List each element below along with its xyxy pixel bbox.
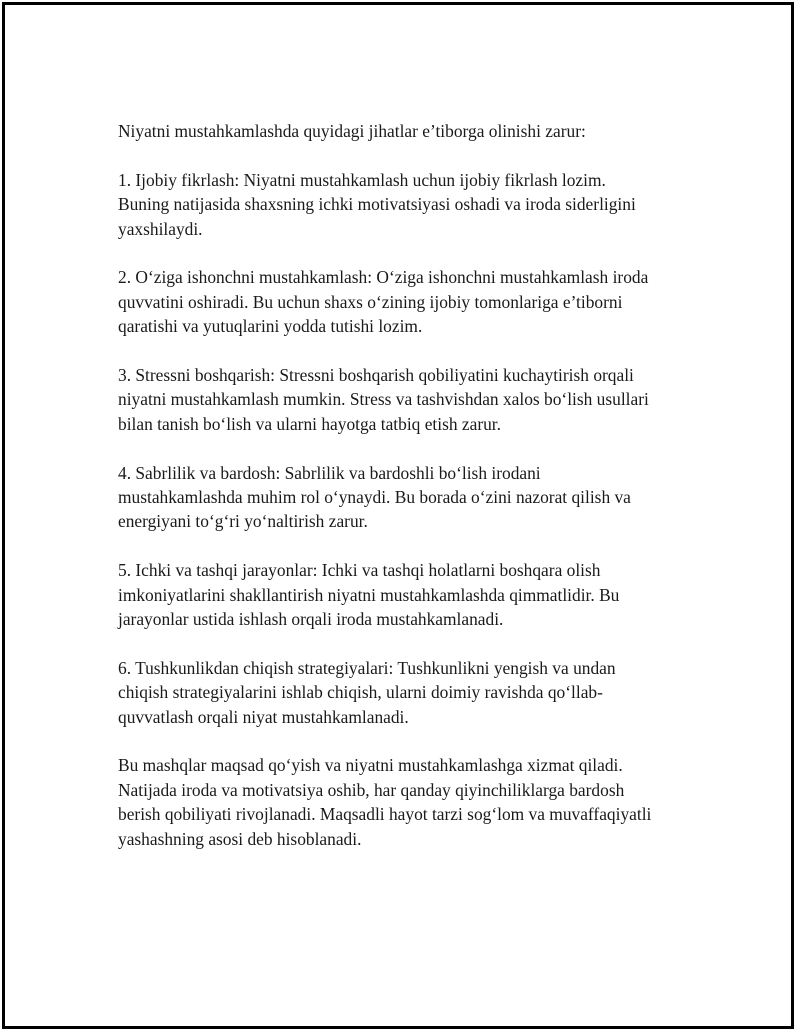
point-5-line-2: imkoniyatlarini shakllantirish niyatni mustahkamlashda qimmatlidir. Bu xyxy=(118,584,620,605)
point-6-line-3: quvvatlash orqali niyat mustahkamlanadi. xyxy=(118,706,409,727)
point-6-line-2: chiqish strategiyalarini ishlab chiqish, ularni doimiy ravishda qo‘llab- xyxy=(118,682,603,703)
point-6-line-1: 6. Tushkunlikdan chiqish strategiyalari: Tushkunlikni yengish va undan xyxy=(118,657,616,678)
point-5-line-3: jarayonlar ustida ishlash orqali iroda mustahkamlanadi. xyxy=(118,609,504,630)
point-5-line-1: 5. Ichki va tashqi jarayonlar: Ichki va tashqi holatlarni boshqara olish xyxy=(118,560,601,581)
point-5-paragraph xyxy=(118,558,698,631)
point-1-paragraph xyxy=(118,168,698,241)
intro-paragraph: Niyatni mustahkamlashda quyidagi jihatlar e’tiborga olinishi zarur: xyxy=(118,121,586,141)
point-1-line-3: yaxshilaydi. xyxy=(118,218,203,239)
point-6-paragraph xyxy=(118,656,698,729)
conclusion-line-1: Bu mashqlar maqsad qo‘yish va niyatni mustahkamlashga xizmat qiladi. xyxy=(118,755,623,776)
point-3-paragraph xyxy=(118,363,698,436)
point-4-line-3: energiyani to‘g‘ri yo‘naltirish zarur. xyxy=(118,511,368,532)
point-4-line-1: 4. Sabrlilik va bardosh: Sabrlilik va bardoshli bo‘lish irodani xyxy=(118,462,541,483)
point-2-paragraph xyxy=(118,265,698,338)
point-3-line-1: 3. Stressni boshqarish: Stressni boshqarish qobiliyatini kuchaytirish orqali xyxy=(118,365,634,386)
point-2-line-3: qaratishi va yutuqlarini yodda tutishi lozim. xyxy=(118,316,423,337)
conclusion-line-3: berish qobiliyati rivojlanadi. Maqsadli hayot tarzi sog‘lom va muvaffaqiyatli xyxy=(118,804,652,825)
point-3-line-3: bilan tanish bo‘lish va ularni hayotga tatbiq etish zarur. xyxy=(118,413,501,434)
conclusion-paragraph xyxy=(118,753,698,851)
point-2-line-1: 2. O‘ziga ishonchni mustahkamlash: O‘ziga ishonchni mustahkamlash iroda xyxy=(118,267,649,288)
document-body xyxy=(118,119,698,875)
point-1-line-2: Buning natijasida shaxsning ichki motivatsiyasi oshadi va iroda siderligini xyxy=(118,194,636,215)
point-4-paragraph xyxy=(118,461,698,534)
point-1-line-1: 1. Ijobiy fikrlash: Niyatni mustahkamlash uchun ijobiy fikrlash lozim. xyxy=(118,169,606,190)
point-2-line-2: quvvatini oshiradi. Bu uchun shaxs o‘zining ijobiy tomonlariga e’tiborni xyxy=(118,291,623,312)
conclusion-line-2: Natijada iroda va motivatsiya oshib, har qanday qiyinchiliklarga bardosh xyxy=(118,779,625,800)
point-3-line-2: niyatni mustahkamlash mumkin. Stress va tashvishdan xalos bo‘lish usullari xyxy=(118,389,649,410)
point-4-line-2: mustahkamlashda muhim rol o‘ynaydi. Bu borada o‘zini nazorat qilish va xyxy=(118,487,631,508)
conclusion-line-4: yashashning asosi deb hisoblanadi. xyxy=(118,828,362,849)
